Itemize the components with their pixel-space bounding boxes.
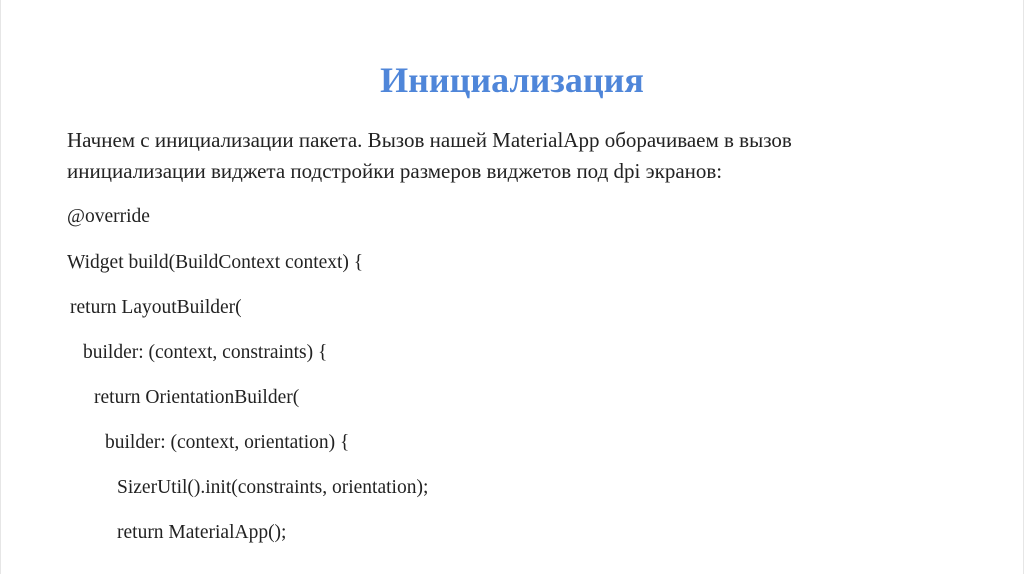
intro-line-1: Начнем с инициализации пакета. Вызов нашей MaterialApp оборачиваем в вызов bbox=[67, 128, 792, 152]
code-line-sizerutil-init: SizerUtil().init(constraints, orientation); bbox=[117, 477, 429, 498]
code-line-builder-orientation: builder: (context, orientation) { bbox=[105, 432, 350, 453]
code-line-widget-build: Widget build(BuildContext context) { bbox=[67, 252, 364, 273]
code-line-return-layoutbuilder: return LayoutBuilder( bbox=[70, 297, 242, 318]
code-line-return-materialapp: return MaterialApp(); bbox=[117, 522, 287, 543]
code-line-builder-constraints: builder: (context, constraints) { bbox=[83, 342, 328, 363]
code-line-return-orientationbuilder: return OrientationBuilder( bbox=[94, 387, 300, 408]
intro-paragraph bbox=[67, 125, 967, 187]
intro-line-2: инициализации виджета подстройки размеров виджетов под dpi экранов: bbox=[67, 159, 723, 183]
code-line-override: @override bbox=[67, 206, 150, 227]
slide-title: Инициализация bbox=[380, 60, 644, 100]
